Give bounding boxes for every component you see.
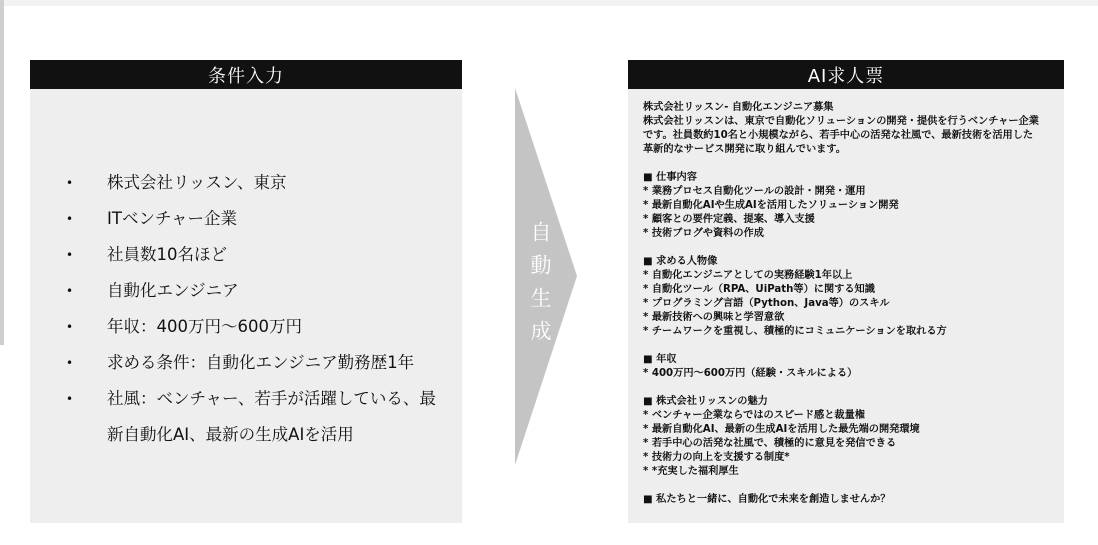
section-heading: ■ 求める人物像 [643,256,718,267]
scrollbar-thumb[interactable] [0,0,4,345]
section-item: * ベンチャー企業ならではのスピード感と裁量権 [643,410,865,421]
intro-line: 革新的なサービス開発に取り組んでいます。 [643,144,846,155]
section-item: * 自動化エンジニアとしての実務経験1年以上 [643,270,853,281]
conditions-header [30,60,462,89]
section-salary [643,353,1058,381]
intro-line: です。社員数約10名と小規模ながら、若手中心の活発な社風で、最新技術を活用した [643,130,1034,141]
bullet-icon: • [66,248,74,262]
condition-item [66,201,439,237]
section-item: * 顧客との要件定義、提案、導入支援 [643,214,815,225]
bullet-icon: • [66,356,74,370]
job-description [643,101,1058,507]
intro-block [643,101,1058,157]
section-ideal-candidate [643,255,1058,339]
section-item: * 最新技術への興味と学習意欲 [643,312,785,323]
condition-item [66,165,439,201]
condition-text: ITベンチャー企業 [107,209,237,228]
job-posting-panel [628,89,1064,523]
intro-line: 株式会社リッスンは、東京で自動化ソリューションの開発・提供を行うベンチャー企業 [643,116,1039,127]
condition-text: 株式会社リッスン、東京 [107,173,287,192]
section-item: * チームワークを重視し、積極的にコミュニケーションを取れる方 [643,326,947,337]
section-item: * 400万円〜600万円（経験・スキルによる） [643,368,858,379]
section-item: * 技術ブログや資料の作成 [643,228,764,239]
bullet-icon: • [66,284,74,298]
section-item: * 技術力の向上を支援する制度* [643,452,790,463]
conditions-title: 条件入力 [208,65,284,87]
top-strip [0,0,1098,6]
closing-line: ■ 私たちと一緒に、自動化で未来を創造しませんか？ [643,494,891,505]
section-heading: ■ 株式会社リッスンの魅力 [643,396,768,407]
section-company-appeal [643,395,1058,479]
section-item: * 最新自動化AIや生成AIを活用したソリューション開発 [643,200,899,211]
arrow-label: 自動生成 [528,221,552,353]
condition-text: 自動化エンジニア [107,281,239,300]
bullet-icon: • [66,392,74,406]
condition-text: 求める条件：自動化エンジニア勤務歴1年 [107,353,415,372]
bullet-icon: • [66,320,74,334]
section-heading: ■ 仕事内容 [643,172,697,183]
job-posting-title: AI求人票 [807,65,885,87]
condition-item [66,345,439,381]
section-heading: ■ 年収 [643,354,677,365]
condition-text: 社員数10名ほど [107,245,227,264]
conditions-list [66,165,439,453]
condition-item [66,237,439,273]
condition-item [66,309,439,345]
condition-text: 年収：400万円～600万円 [107,317,302,336]
section-item: * 最新自動化AI、最新の生成AIを活用した最先端の開発環境 [643,424,920,435]
job-posting-header [628,60,1064,89]
section-item: * プログラミング言語（Python、Java等）のスキル [643,298,890,309]
section-item: * 若手中心の活発な社風で、積極的に意見を発信できる [643,438,897,449]
condition-item [66,381,439,453]
conditions-panel [30,89,462,523]
section-job-duties [643,171,1058,241]
section-item: * 自動化ツール（RPA、UiPath等）に関する知識 [643,284,875,295]
section-item: * 業務プロセス自動化ツールの設計・開発・運用 [643,186,866,197]
bullet-icon: • [66,212,74,226]
condition-item [66,273,439,309]
condition-text: 社風：ベンチャー、若手が活躍している、最新自動化AI、最新の生成AIを活用 [107,389,436,444]
intro-title: 株式会社リッスン- 自動化エンジニア募集 [643,102,834,113]
section-item: * *充実した福利厚生 [643,466,739,477]
bullet-icon: • [66,176,74,190]
